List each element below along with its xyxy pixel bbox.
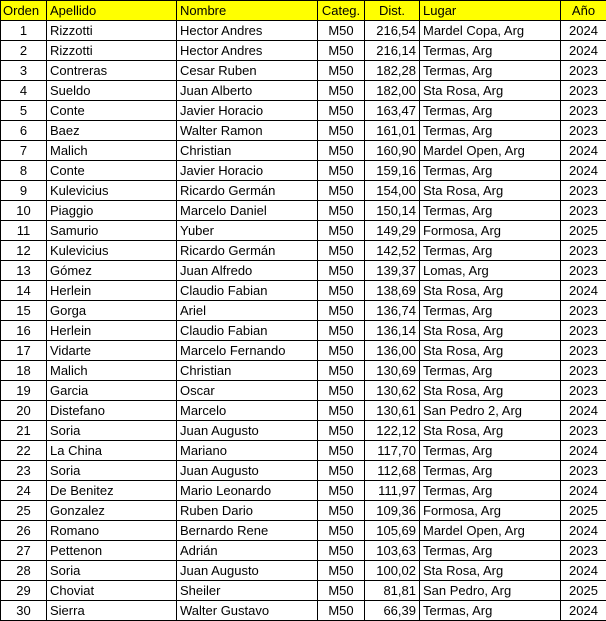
cell-orden: 3 (1, 61, 47, 81)
cell-anio: 2025 (561, 501, 606, 521)
cell-lugar: Formosa, Arg (420, 501, 561, 521)
cell-anio: 2023 (561, 261, 606, 281)
table-row (1, 321, 606, 341)
cell-anio: 2023 (561, 421, 606, 441)
cell-categ: M50 (318, 381, 365, 401)
table-row (1, 421, 606, 441)
cell-anio: 2023 (561, 301, 606, 321)
cell-lugar: Termas, Arg (420, 441, 561, 461)
cell-anio: 2023 (561, 201, 606, 221)
cell-apellido: Pettenon (47, 541, 177, 561)
cell-dist: 136,00 (365, 341, 420, 361)
cell-orden: 11 (1, 221, 47, 241)
cell-lugar: Termas, Arg (420, 601, 561, 621)
cell-anio: 2023 (561, 101, 606, 121)
cell-lugar: San Pedro, Arg (420, 581, 561, 601)
cell-anio: 2023 (561, 461, 606, 481)
table-row (1, 161, 606, 181)
cell-lugar: Lomas, Arg (420, 261, 561, 281)
cell-apellido: Malich (47, 141, 177, 161)
cell-categ: M50 (318, 441, 365, 461)
cell-dist: 182,00 (365, 81, 420, 101)
cell-categ: M50 (318, 361, 365, 381)
cell-nombre: Adrián (177, 541, 318, 561)
cell-apellido: De Benitez (47, 481, 177, 501)
cell-apellido: Garcia (47, 381, 177, 401)
cell-apellido: Gómez (47, 261, 177, 281)
header-dist: Dist. (365, 1, 420, 21)
cell-orden: 1 (1, 21, 47, 41)
header-apellido: Apellido (47, 1, 177, 21)
cell-nombre: Bernardo Rene (177, 521, 318, 541)
cell-apellido: Baez (47, 121, 177, 141)
cell-dist: 136,14 (365, 321, 420, 341)
cell-apellido: Herlein (47, 281, 177, 301)
cell-nombre: Ricardo Germán (177, 241, 318, 261)
cell-dist: 130,62 (365, 381, 420, 401)
table-row (1, 361, 606, 381)
cell-categ: M50 (318, 581, 365, 601)
cell-nombre: Javier Horacio (177, 101, 318, 121)
cell-apellido: Sierra (47, 601, 177, 621)
cell-dist: 81,81 (365, 581, 420, 601)
cell-lugar: Termas, Arg (420, 301, 561, 321)
table-row (1, 501, 606, 521)
cell-dist: 216,14 (365, 41, 420, 61)
cell-anio: 2025 (561, 221, 606, 241)
cell-anio: 2023 (561, 381, 606, 401)
cell-nombre: Javier Horacio (177, 161, 318, 181)
cell-lugar: Sta Rosa, Arg (420, 281, 561, 301)
cell-categ: M50 (318, 121, 365, 141)
cell-lugar: Mardel Open, Arg (420, 521, 561, 541)
cell-apellido: La China (47, 441, 177, 461)
cell-categ: M50 (318, 501, 365, 521)
cell-orden: 30 (1, 601, 47, 621)
cell-dist: 161,01 (365, 121, 420, 141)
cell-lugar: Termas, Arg (420, 461, 561, 481)
cell-anio: 2024 (561, 441, 606, 461)
table-row (1, 581, 606, 601)
cell-apellido: Kulevicius (47, 181, 177, 201)
cell-lugar: Sta Rosa, Arg (420, 81, 561, 101)
cell-lugar: San Pedro 2, Arg (420, 401, 561, 421)
cell-anio: 2024 (561, 141, 606, 161)
cell-nombre: Juan Augusto (177, 421, 318, 441)
cell-dist: 216,54 (365, 21, 420, 41)
cell-anio: 2023 (561, 541, 606, 561)
cell-orden: 24 (1, 481, 47, 501)
cell-apellido: Piaggio (47, 201, 177, 221)
cell-nombre: Oscar (177, 381, 318, 401)
cell-dist: 154,00 (365, 181, 420, 201)
table-row (1, 141, 606, 161)
cell-nombre: Christian (177, 361, 318, 381)
cell-apellido: Samurio (47, 221, 177, 241)
cell-orden: 5 (1, 101, 47, 121)
cell-categ: M50 (318, 81, 365, 101)
cell-apellido: Conte (47, 101, 177, 121)
cell-categ: M50 (318, 21, 365, 41)
cell-lugar: Mardel Copa, Arg (420, 21, 561, 41)
table-row (1, 21, 606, 41)
cell-anio: 2023 (561, 121, 606, 141)
cell-apellido: Herlein (47, 321, 177, 341)
cell-nombre: Hector Andres (177, 41, 318, 61)
cell-orden: 12 (1, 241, 47, 261)
cell-orden: 8 (1, 161, 47, 181)
cell-apellido: Vidarte (47, 341, 177, 361)
cell-lugar: Termas, Arg (420, 241, 561, 261)
cell-orden: 23 (1, 461, 47, 481)
table-row (1, 41, 606, 61)
cell-dist: 117,70 (365, 441, 420, 461)
cell-nombre: Claudio Fabian (177, 281, 318, 301)
cell-orden: 27 (1, 541, 47, 561)
table-row (1, 521, 606, 541)
cell-apellido: Gonzalez (47, 501, 177, 521)
cell-anio: 2023 (561, 81, 606, 101)
header-anio: Año (561, 1, 606, 21)
cell-nombre: Juan Augusto (177, 461, 318, 481)
cell-apellido: Sueldo (47, 81, 177, 101)
cell-orden: 22 (1, 441, 47, 461)
cell-anio: 2023 (561, 341, 606, 361)
table-row (1, 341, 606, 361)
cell-categ: M50 (318, 41, 365, 61)
cell-nombre: Marcelo (177, 401, 318, 421)
cell-apellido: Kulevicius (47, 241, 177, 261)
cell-anio: 2024 (561, 161, 606, 181)
cell-dist: 139,37 (365, 261, 420, 281)
cell-categ: M50 (318, 341, 365, 361)
cell-anio: 2024 (561, 521, 606, 541)
cell-nombre: Walter Ramon (177, 121, 318, 141)
table-row (1, 401, 606, 421)
cell-nombre: Christian (177, 141, 318, 161)
cell-dist: 138,69 (365, 281, 420, 301)
cell-orden: 20 (1, 401, 47, 421)
cell-dist: 149,29 (365, 221, 420, 241)
cell-orden: 26 (1, 521, 47, 541)
table-row (1, 561, 606, 581)
cell-categ: M50 (318, 281, 365, 301)
cell-orden: 29 (1, 581, 47, 601)
cell-nombre: Marcelo Daniel (177, 201, 318, 221)
table-row (1, 221, 606, 241)
cell-dist: 182,28 (365, 61, 420, 81)
cell-categ: M50 (318, 401, 365, 421)
cell-apellido: Choviat (47, 581, 177, 601)
cell-dist: 109,36 (365, 501, 420, 521)
cell-apellido: Romano (47, 521, 177, 541)
cell-apellido: Soria (47, 461, 177, 481)
cell-anio: 2024 (561, 21, 606, 41)
cell-dist: 112,68 (365, 461, 420, 481)
table-row (1, 121, 606, 141)
cell-orden: 6 (1, 121, 47, 141)
cell-nombre: Juan Alberto (177, 81, 318, 101)
cell-categ: M50 (318, 201, 365, 221)
cell-lugar: Termas, Arg (420, 201, 561, 221)
table-header-row (1, 1, 606, 21)
cell-orden: 9 (1, 181, 47, 201)
cell-nombre: Ricardo Germán (177, 181, 318, 201)
cell-orden: 2 (1, 41, 47, 61)
cell-lugar: Termas, Arg (420, 41, 561, 61)
cell-nombre: Claudio Fabian (177, 321, 318, 341)
cell-lugar: Termas, Arg (420, 161, 561, 181)
cell-lugar: Termas, Arg (420, 541, 561, 561)
table-row (1, 261, 606, 281)
cell-dist: 142,52 (365, 241, 420, 261)
cell-nombre: Ariel (177, 301, 318, 321)
cell-categ: M50 (318, 321, 365, 341)
cell-anio: 2023 (561, 241, 606, 261)
cell-apellido: Gorga (47, 301, 177, 321)
cell-anio: 2025 (561, 581, 606, 601)
cell-categ: M50 (318, 601, 365, 621)
table-row (1, 201, 606, 221)
cell-nombre: Ruben Dario (177, 501, 318, 521)
cell-anio: 2023 (561, 361, 606, 381)
header-categ: Categ. (318, 1, 365, 21)
cell-dist: 150,14 (365, 201, 420, 221)
cell-dist: 159,16 (365, 161, 420, 181)
cell-orden: 13 (1, 261, 47, 281)
cell-orden: 7 (1, 141, 47, 161)
cell-anio: 2024 (561, 601, 606, 621)
cell-orden: 18 (1, 361, 47, 381)
cell-orden: 4 (1, 81, 47, 101)
cell-lugar: Termas, Arg (420, 361, 561, 381)
cell-nombre: Sheiler (177, 581, 318, 601)
cell-categ: M50 (318, 101, 365, 121)
cell-dist: 130,61 (365, 401, 420, 421)
cell-lugar: Termas, Arg (420, 481, 561, 501)
cell-anio: 2024 (561, 281, 606, 301)
cell-categ: M50 (318, 521, 365, 541)
table-row (1, 181, 606, 201)
cell-dist: 103,63 (365, 541, 420, 561)
cell-orden: 19 (1, 381, 47, 401)
cell-orden: 17 (1, 341, 47, 361)
table-row (1, 381, 606, 401)
cell-dist: 136,74 (365, 301, 420, 321)
table-row (1, 481, 606, 501)
cell-dist: 66,39 (365, 601, 420, 621)
cell-nombre: Mariano (177, 441, 318, 461)
cell-orden: 14 (1, 281, 47, 301)
cell-categ: M50 (318, 461, 365, 481)
cell-lugar: Mardel Open, Arg (420, 141, 561, 161)
cell-nombre: Mario Leonardo (177, 481, 318, 501)
cell-categ: M50 (318, 301, 365, 321)
cell-dist: 160,90 (365, 141, 420, 161)
cell-nombre: Cesar Ruben (177, 61, 318, 81)
cell-nombre: Juan Augusto (177, 561, 318, 581)
cell-categ: M50 (318, 541, 365, 561)
cell-anio: 2023 (561, 181, 606, 201)
cell-orden: 25 (1, 501, 47, 521)
cell-dist: 130,69 (365, 361, 420, 381)
cell-lugar: Sta Rosa, Arg (420, 421, 561, 441)
header-nombre: Nombre (177, 1, 318, 21)
cell-dist: 100,02 (365, 561, 420, 581)
table-row (1, 441, 606, 461)
cell-categ: M50 (318, 241, 365, 261)
cell-categ: M50 (318, 421, 365, 441)
table-row (1, 61, 606, 81)
cell-orden: 10 (1, 201, 47, 221)
cell-anio: 2024 (561, 561, 606, 581)
cell-nombre: Walter Gustavo (177, 601, 318, 621)
cell-lugar: Sta Rosa, Arg (420, 181, 561, 201)
cell-lugar: Formosa, Arg (420, 221, 561, 241)
cell-apellido: Contreras (47, 61, 177, 81)
cell-categ: M50 (318, 481, 365, 501)
cell-categ: M50 (318, 61, 365, 81)
cell-anio: 2024 (561, 481, 606, 501)
cell-dist: 122,12 (365, 421, 420, 441)
cell-lugar: Termas, Arg (420, 101, 561, 121)
cell-lugar: Sta Rosa, Arg (420, 561, 561, 581)
table-row (1, 281, 606, 301)
cell-apellido: Rizzotti (47, 41, 177, 61)
cell-categ: M50 (318, 181, 365, 201)
table-row (1, 541, 606, 561)
cell-lugar: Termas, Arg (420, 61, 561, 81)
cell-orden: 21 (1, 421, 47, 441)
cell-categ: M50 (318, 161, 365, 181)
cell-nombre: Yuber (177, 221, 318, 241)
cell-orden: 15 (1, 301, 47, 321)
header-lugar: Lugar (420, 1, 561, 21)
cell-lugar: Termas, Arg (420, 121, 561, 141)
cell-apellido: Soria (47, 421, 177, 441)
cell-dist: 163,47 (365, 101, 420, 121)
cell-categ: M50 (318, 141, 365, 161)
cell-apellido: Conte (47, 161, 177, 181)
cell-anio: 2024 (561, 401, 606, 421)
cell-apellido: Rizzotti (47, 21, 177, 41)
cell-lugar: Sta Rosa, Arg (420, 341, 561, 361)
cell-anio: 2023 (561, 321, 606, 341)
cell-apellido: Soria (47, 561, 177, 581)
cell-apellido: Malich (47, 361, 177, 381)
table-row (1, 101, 606, 121)
cell-orden: 16 (1, 321, 47, 341)
table-row (1, 81, 606, 101)
cell-categ: M50 (318, 221, 365, 241)
table-body (1, 21, 606, 621)
cell-anio: 2024 (561, 41, 606, 61)
cell-nombre: Marcelo Fernando (177, 341, 318, 361)
table-row (1, 241, 606, 261)
cell-nombre: Juan Alfredo (177, 261, 318, 281)
cell-lugar: Sta Rosa, Arg (420, 381, 561, 401)
table-row (1, 601, 606, 621)
cell-categ: M50 (318, 561, 365, 581)
table-row (1, 461, 606, 481)
cell-anio: 2023 (561, 61, 606, 81)
cell-dist: 105,69 (365, 521, 420, 541)
cell-dist: 111,97 (365, 481, 420, 501)
cell-orden: 28 (1, 561, 47, 581)
header-orden: Orden (1, 1, 47, 21)
cell-lugar: Sta Rosa, Arg (420, 321, 561, 341)
cell-categ: M50 (318, 261, 365, 281)
cell-nombre: Hector Andres (177, 21, 318, 41)
cell-apellido: Distefano (47, 401, 177, 421)
table-row (1, 301, 606, 321)
